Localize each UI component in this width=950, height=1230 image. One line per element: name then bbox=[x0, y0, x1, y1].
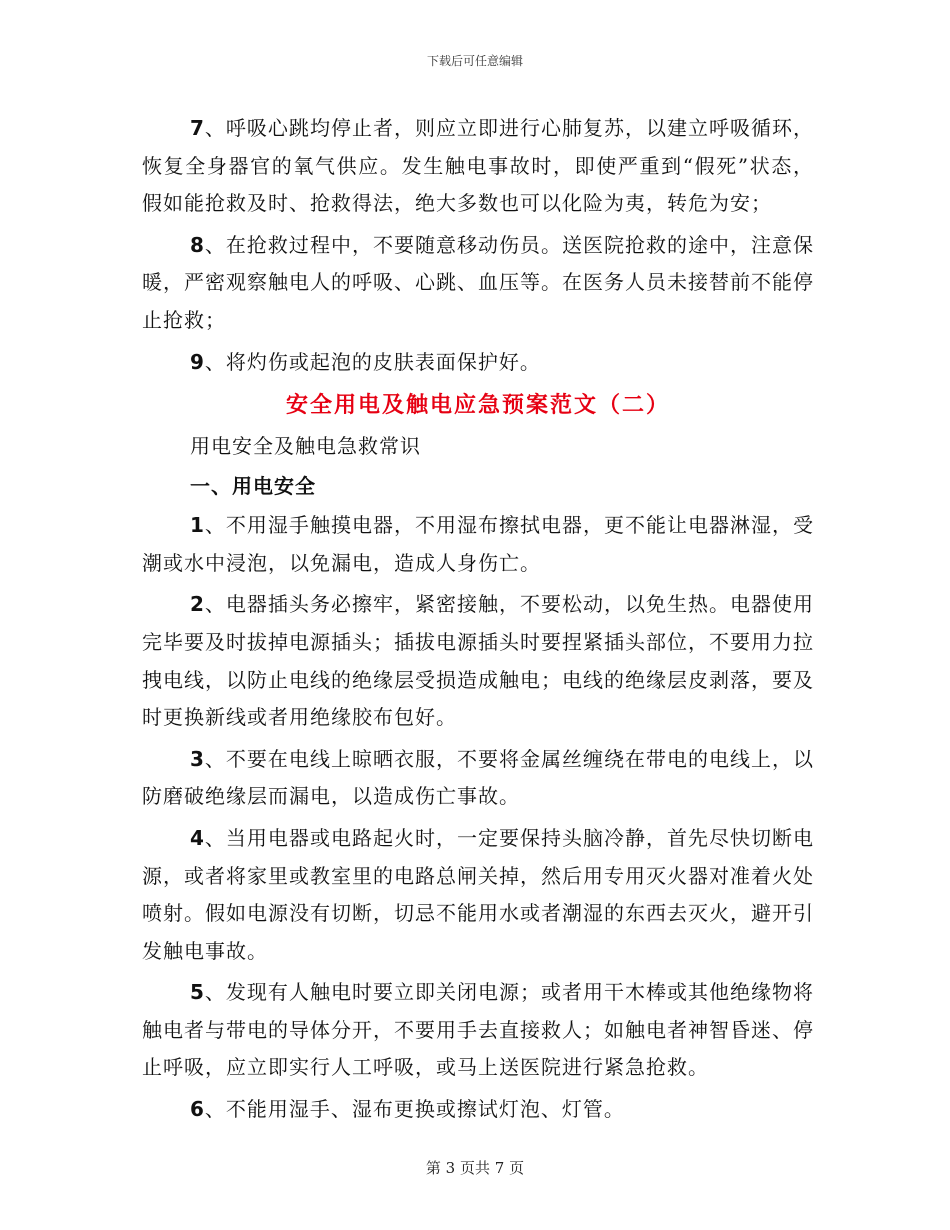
list-item-6 bbox=[142, 1091, 814, 1129]
item-number: 8 bbox=[190, 232, 205, 257]
item-text: 、在抢救过程中，不要随意移动伤员。送医院抢救的途中，注意保暖，严密观察触电人的呼吸、心跳、血压等。在医务人员未接替前不能停止抢救； bbox=[142, 232, 814, 332]
page-header: 下载后可任意编辑 bbox=[426, 54, 523, 68]
item-number: 9 bbox=[190, 349, 205, 374]
item-text: 、不用湿手触摸电器，不用湿布擦拭电器，更不能让电器淋湿，受潮或水中浸泡，以免漏电，造成人身伤亡。 bbox=[142, 513, 814, 575]
section-heading: 一、用电安全 bbox=[190, 474, 316, 499]
item-number: 5 bbox=[190, 980, 205, 1005]
section-title: 安全用电及触电应急预案范文（二） bbox=[285, 392, 670, 419]
list-item-5 bbox=[142, 974, 814, 1087]
item-number: 4 bbox=[190, 825, 205, 850]
item-number: 6 bbox=[190, 1097, 205, 1122]
item-number: 7 bbox=[190, 116, 205, 140]
item-text: 、不能用湿手、湿布更换或擦试灯泡、灯管。 bbox=[204, 1097, 625, 1122]
list-item-9 bbox=[142, 344, 814, 382]
document-body bbox=[142, 110, 814, 1133]
list-item-3 bbox=[142, 741, 814, 816]
item-text: 、呼吸心跳均停止者，则应立即进行心肺复苏，以建立呼吸循环，恢复全身器官的氧气供应。发生触电事故时，即使严重到“假死”状态，假如能抢救及时、抢救得法，绝大多数也可以化险为夷，转危为安； bbox=[142, 116, 814, 216]
subtitle: 用电安全及触电急救常识 bbox=[190, 434, 421, 459]
item-text: 、不要在电线上晾晒衣服，不要将金属丝缠绕在带电的电线上，以防磨破绝缘层而漏电，以造成伤亡事故。 bbox=[142, 746, 814, 809]
item-text: 、将灼伤或起泡的皮肤表面保护好。 bbox=[204, 349, 541, 374]
list-item-7 bbox=[142, 110, 814, 223]
list-item-8 bbox=[142, 227, 814, 340]
list-item-1 bbox=[142, 507, 814, 582]
item-number: 3 bbox=[190, 746, 205, 771]
list-item-4 bbox=[142, 820, 814, 970]
item-text: 、发现有人触电时要立即关闭电源；或者用干木棒或其他绝缘物将触电者与带电的导体分开，不要用手去直接救人；如触电者神智昏迷、停止呼吸，应立即实行人工呼吸，或马上送医院进行紧急抢救。 bbox=[142, 980, 814, 1080]
item-number: 2 bbox=[190, 592, 205, 617]
item-number: 1 bbox=[190, 513, 205, 538]
item-text: 、当用电器或电路起火时，一定要保持头脑冷静，首先尽快切断电源，或者将家里或教室里的电路总闸关掉，然后用专用灭火器对准着火处喷射。假如电源没有切断，切忌不能用水或者潮湿的东西去灭火，避开引发触电事故。 bbox=[142, 825, 814, 963]
item-text: 、电器插头务必擦牢，紧密接触，不要松动，以免生热。电器使用完毕要及时拔掉电源插头；插拔电源插头时要捏紧插头部位，不要用力拉拽电线，以防止电线的绝缘层受损造成触电；电线的绝缘层皮剥落，要及时更换新线或者用绝缘胶布包好。 bbox=[142, 592, 814, 730]
list-item-2 bbox=[142, 586, 814, 736]
page-footer: 第 3 页共 7 页 bbox=[425, 1159, 525, 1177]
